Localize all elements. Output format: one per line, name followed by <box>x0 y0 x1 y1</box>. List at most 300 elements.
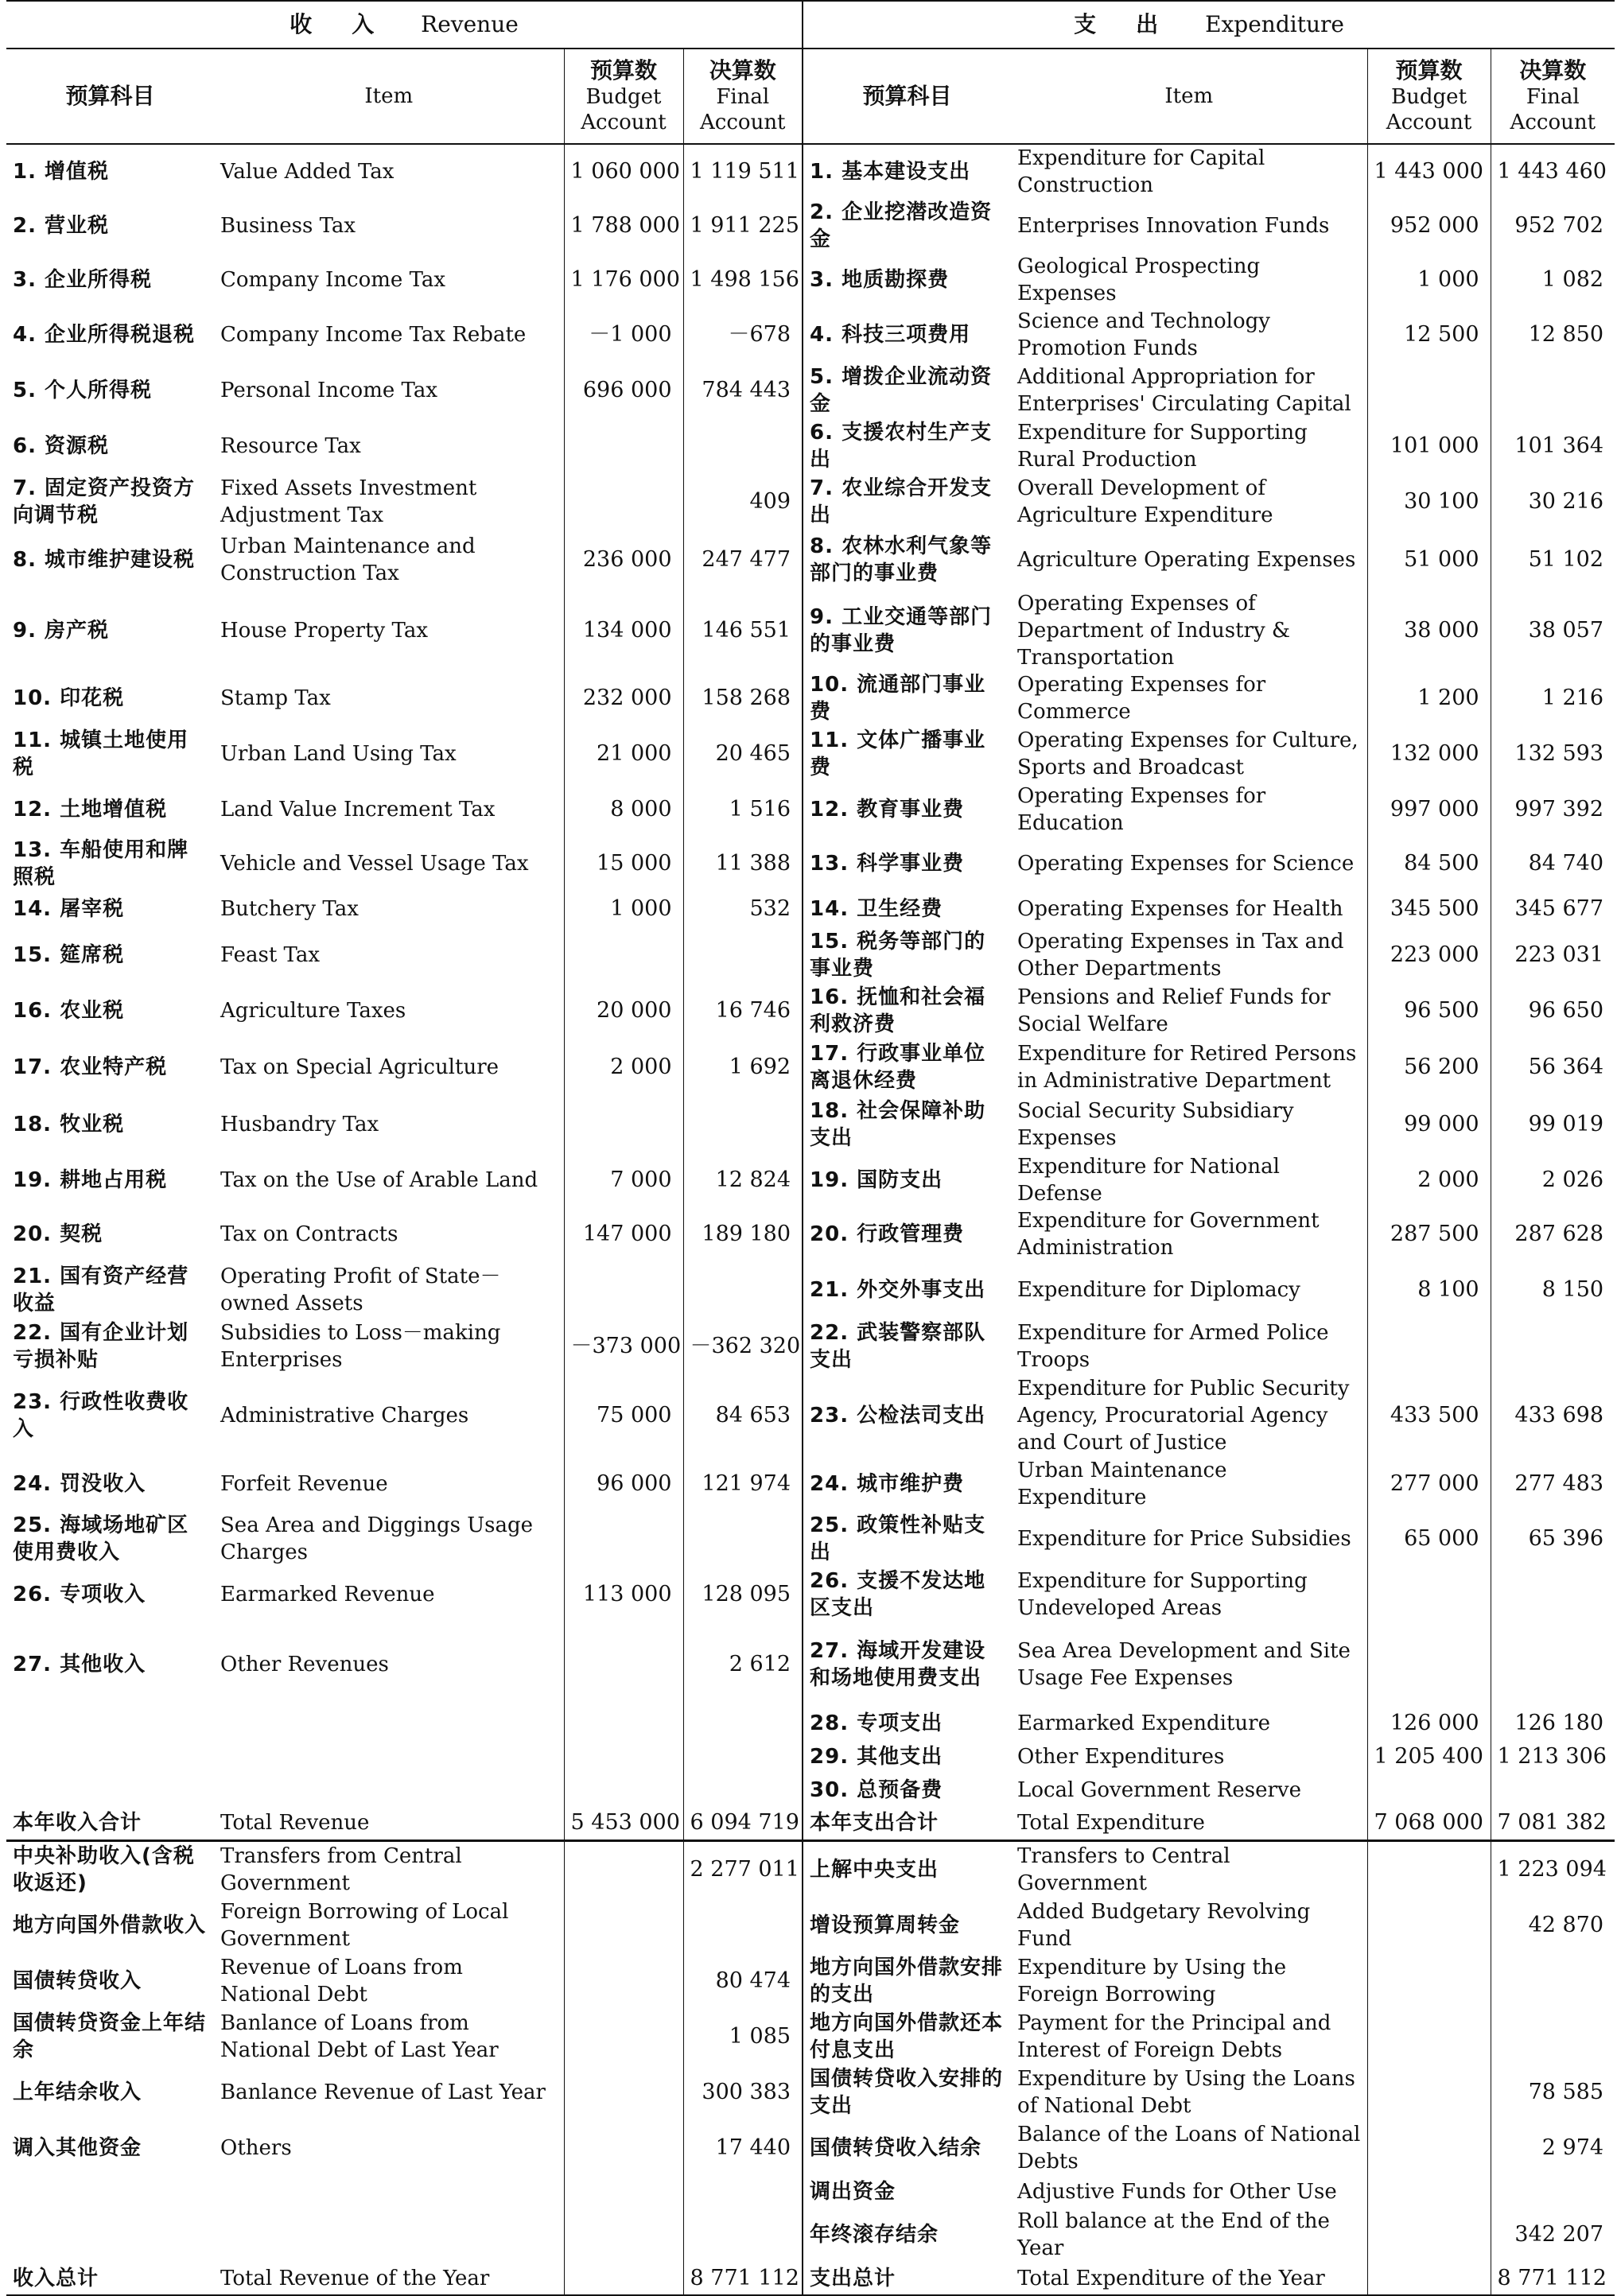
expenditure-subject: 22. 武装警察部队支出 <box>803 1319 1011 1374</box>
table-row <box>6 1740 1615 1773</box>
total-row <box>6 1807 1615 1840</box>
revenue-budget-value <box>564 1511 683 1567</box>
revenue-item: Urban Maintenance and Construction Tax <box>220 534 476 585</box>
revenue-final-value <box>683 1261 803 1319</box>
expenditure-budget-value <box>1367 2120 1491 2176</box>
revenue-budget-value: 7 000 <box>564 1153 683 1207</box>
revenue-item: Tax on Special Agriculture <box>220 1055 499 1079</box>
expenditure-budget-value <box>1367 1567 1491 1622</box>
revenue-final-value: 247 477 <box>683 530 803 590</box>
table-row <box>6 1840 1615 1898</box>
expenditure-subject: 3. 地质勘探费 <box>803 253 1011 307</box>
revenue-budget-value <box>564 1096 683 1153</box>
revenue-subject: 27. 其他收入 <box>13 1653 146 1676</box>
table-row <box>6 1622 1615 1707</box>
revenue-item: Tax on the Use of Arable Land <box>220 1168 538 1192</box>
table-row <box>6 1039 1615 1096</box>
expenditure-item: Total Expenditure of the Year <box>1011 2262 1367 2295</box>
table-row <box>6 1898 1615 1953</box>
expenditure-budget-value <box>1367 1773 1491 1807</box>
expenditure-item: Operating Expenses for Science <box>1017 852 1355 876</box>
revenue-item: House Property Tax <box>220 619 428 643</box>
expenditure-final-value: 342 207 <box>1491 2208 1615 2262</box>
expenditure-budget-value: 30 100 <box>1367 474 1491 530</box>
revenue-subject: 2. 营业税 <box>13 214 110 238</box>
expenditure-final-value: 952 702 <box>1491 199 1615 253</box>
expenditure-item: Operating Expenses of Department of Industry & Transportation <box>1017 592 1291 670</box>
revenue-final-value: 1 119 511 <box>683 144 803 199</box>
revenue-budget-value <box>564 1622 683 1707</box>
revenue-final-value <box>683 1773 803 1807</box>
expenditure-final-value: 65 396 <box>1491 1511 1615 1567</box>
revenue-item: Sea Area and Diggings Usage Charges <box>220 1513 534 1564</box>
revenue-final-value: 1 692 <box>683 1039 803 1096</box>
expenditure-item: Expenditure for Price Subsidies <box>1017 1527 1351 1551</box>
expenditure-final-value <box>1491 363 1615 418</box>
expenditure-budget-value: 8 100 <box>1367 1261 1491 1319</box>
expenditure-budget-value: 101 000 <box>1367 418 1491 474</box>
revenue-final-value: 20 465 <box>683 725 803 783</box>
revenue-item: Other Revenues <box>220 1653 389 1676</box>
expenditure-item: Overall Development of Agriculture Expenditure <box>1017 476 1273 527</box>
revenue-item <box>214 1740 564 1773</box>
revenue-budget-value: 96 000 <box>564 1457 683 1511</box>
expenditure-final-value <box>1491 2176 1615 2208</box>
revenue-item: Revenue of Loans from National Debt <box>220 1956 463 2007</box>
revenue-final-value: 158 268 <box>683 671 803 725</box>
expenditure-final-value: 38 057 <box>1491 590 1615 671</box>
expenditure-budget-value: 84 500 <box>1367 837 1491 891</box>
expenditure-item: Adjustive Funds for Other Use <box>1017 2180 1337 2204</box>
table-row <box>6 725 1615 783</box>
revenue-budget-value: 1 060 000 <box>564 144 683 199</box>
revenue-budget-value: －1 000 <box>564 307 683 363</box>
revenue-final-value: －678 <box>683 307 803 363</box>
grand-total-row <box>6 2262 1615 2295</box>
revenue-item: Company Income Tax Rebate <box>220 323 527 347</box>
expenditure-item: Earmarked Expenditure <box>1017 1711 1270 1735</box>
expenditure-item: Operating Expenses for Commerce <box>1017 673 1266 724</box>
revenue-budget-value: 236 000 <box>564 530 683 590</box>
expenditure-final-value: 287 628 <box>1491 1207 1615 1261</box>
revenue-final-value: 1 516 <box>683 783 803 837</box>
expenditure-budget-value <box>1367 2176 1491 2208</box>
table-row <box>6 1374 1615 1457</box>
expenditure-subject: 10. 流通部门事业费 <box>803 671 1011 725</box>
revenue-item: Fixed Assets Investment Adjustment Tax <box>220 476 477 527</box>
expenditure-subject: 30. 总预备费 <box>803 1773 1011 1807</box>
expenditure-budget-header: 预算数 Budget Account <box>1367 49 1491 144</box>
expenditure-budget-value: 1 200 <box>1367 671 1491 725</box>
expenditure-budget-value <box>1367 2208 1491 2262</box>
revenue-final-value: 1 911 225 <box>683 199 803 253</box>
expenditure-item: Additional Appropriation for Enterprises' Circulating Capital <box>1017 365 1351 416</box>
table-row <box>6 1153 1615 1207</box>
revenue-item: Vehicle and Vessel Usage Tax <box>220 852 529 876</box>
revenue-budget-value: 8 000 <box>564 783 683 837</box>
revenue-item: Tax on Contracts <box>220 1222 398 1246</box>
expenditure-item: Local Government Reserve <box>1017 1778 1301 1802</box>
revenue-budget-value: 15 000 <box>564 837 683 891</box>
expenditure-item: Expenditure for Capital Construction <box>1017 146 1265 197</box>
revenue-final-value: 1 498 156 <box>683 253 803 307</box>
revenue-item: Subsidies to Loss－making Enterprises <box>220 1321 501 1372</box>
revenue-budget-value <box>564 1740 683 1773</box>
revenue-final-value <box>683 418 803 474</box>
expenditure-final-value: 1 216 <box>1491 671 1615 725</box>
revenue-final-value: 189 180 <box>683 1207 803 1261</box>
table-row <box>6 1511 1615 1567</box>
revenue-subject: 收入总计 <box>6 2262 214 2295</box>
expenditure-subject: 24. 城市维护费 <box>803 1457 1011 1511</box>
expenditure-final-value: 99 019 <box>1491 1096 1615 1153</box>
revenue-budget-value: 147 000 <box>564 1207 683 1261</box>
expenditure-final-value <box>1491 2009 1615 2065</box>
revenue-subject: 11. 城镇土地使用税 <box>13 728 189 779</box>
revenue-item: Stamp Tax <box>220 686 331 710</box>
expenditure-subject: 23. 公检法司支出 <box>803 1374 1011 1457</box>
expenditure-budget-value: 38 000 <box>1367 590 1491 671</box>
expenditure-budget-value <box>1367 1319 1491 1374</box>
revenue-final-value: 11 388 <box>683 837 803 891</box>
expenditure-budget-value <box>1367 1953 1491 2009</box>
expenditure-final-value <box>1491 1622 1615 1707</box>
lower-rows <box>6 1840 1615 2295</box>
expenditure-budget-value: 7 068 000 <box>1367 1807 1491 1840</box>
expenditure-subject: 27. 海域开发建设和场地使用费支出 <box>803 1622 1011 1707</box>
expenditure-final-value: 8 771 112 <box>1491 2262 1615 2295</box>
expenditure-final-value: 1 213 306 <box>1491 1740 1615 1773</box>
revenue-subject: 4. 企业所得税退税 <box>13 323 196 347</box>
revenue-subject: 6. 资源税 <box>13 434 110 458</box>
expenditure-budget-value: 952 000 <box>1367 199 1491 253</box>
table-row <box>6 1096 1615 1153</box>
revenue-item: Value Added Tax <box>220 160 395 184</box>
revenue-subject: 15. 筵席税 <box>13 943 125 967</box>
revenue-subject: 8. 城市维护建设税 <box>13 548 196 572</box>
table-row <box>6 1567 1615 1622</box>
revenue-item: Foreign Borrowing of Local Government <box>220 1900 509 1951</box>
expenditure-item: Roll balance at the End of the Year <box>1017 2209 1330 2260</box>
revenue-final-value: 128 095 <box>683 1567 803 1622</box>
revenue-item: Banlance Revenue of Last Year <box>220 2080 546 2104</box>
revenue-budget-value <box>564 2065 683 2120</box>
expenditure-budget-value <box>1367 1840 1491 1898</box>
revenue-final-value: 146 551 <box>683 590 803 671</box>
expenditure-item: Other Expenditures <box>1017 1745 1225 1769</box>
expenditure-subject: 16. 抚恤和社会福利救济费 <box>803 983 1011 1039</box>
table-row <box>6 2120 1615 2176</box>
expenditure-final-value <box>1491 1567 1615 1622</box>
revenue-budget-value <box>564 2262 683 2295</box>
expenditure-budget-value: 96 500 <box>1367 983 1491 1039</box>
expenditure-subject: 4. 科技三项费用 <box>803 307 1011 363</box>
revenue-budget-value <box>564 1840 683 1898</box>
table-row <box>6 1953 1615 2009</box>
expenditure-subject: 国债转贷收入安排的支出 <box>803 2065 1011 2120</box>
expenditure-item: Urban Maintenance Expenditure <box>1017 1459 1227 1509</box>
expenditure-subject: 地方向国外借款还本付息支出 <box>803 2009 1011 2065</box>
revenue-item <box>214 1773 564 1807</box>
revenue-item <box>214 2176 564 2208</box>
revenue-final-value: 121 974 <box>683 1457 803 1511</box>
budget-table-sheet <box>6 0 1615 2296</box>
revenue-budget-value: 1 788 000 <box>564 199 683 253</box>
expenditure-subject: 18. 社会保障补助支出 <box>803 1096 1011 1153</box>
revenue-subject: 本年收入合计 <box>6 1807 214 1840</box>
expenditure-item: Sea Area Development and Site Usage Fee Expenses <box>1017 1639 1351 1690</box>
revenue-subject: 5. 个人所得税 <box>13 379 153 402</box>
expenditure-final-value: 51 102 <box>1491 530 1615 590</box>
revenue-final-value: 6 094 719 <box>683 1807 803 1840</box>
revenue-subject: 13. 车船使用和牌照税 <box>13 838 189 889</box>
expenditure-final-value <box>1491 1953 1615 2009</box>
budget-table <box>6 0 1615 2296</box>
revenue-budget-value: 232 000 <box>564 671 683 725</box>
expenditure-subject: 12. 教育事业费 <box>803 783 1011 837</box>
revenue-final-value <box>683 1707 803 1740</box>
revenue-item: Administrative Charges <box>220 1404 469 1428</box>
expenditure-budget-value: 1 443 000 <box>1367 144 1491 199</box>
revenue-final-value: 532 <box>683 891 803 927</box>
expenditure-final-value <box>1491 1773 1615 1807</box>
revenue-item: Others <box>220 2136 292 2160</box>
expenditure-budget-value: 12 500 <box>1367 307 1491 363</box>
expenditure-final-value: 277 483 <box>1491 1457 1615 1511</box>
expenditure-item: Expenditure for Government Administration <box>1017 1209 1320 1260</box>
revenue-subject <box>6 2208 214 2262</box>
table-row <box>6 1319 1615 1374</box>
table-row <box>6 307 1615 363</box>
table-row <box>6 1707 1615 1740</box>
expenditure-budget-value <box>1367 2009 1491 2065</box>
revenue-budget-value: 5 453 000 <box>564 1807 683 1840</box>
expenditure-item: Social Security Subsidiary Expenses <box>1017 1099 1294 1150</box>
revenue-final-value <box>683 2176 803 2208</box>
revenue-budget-value <box>564 2176 683 2208</box>
table-row <box>6 1773 1615 1807</box>
expenditure-budget-value <box>1367 363 1491 418</box>
revenue-final-value <box>683 1898 803 1953</box>
expenditure-final-value: 84 740 <box>1491 837 1615 891</box>
expenditure-item: Operating Expenses for Education <box>1017 784 1266 835</box>
revenue-item: Business Tax <box>220 214 356 238</box>
revenue-item: Earmarked Revenue <box>220 1583 435 1606</box>
expenditure-item: Balance of the Loans of National Debts <box>1017 2123 1361 2174</box>
revenue-item: Banlance of Loans from National Debt of Last Year <box>220 2011 499 2062</box>
revenue-budget-header: 预算数 Budget Account <box>564 49 683 144</box>
expenditure-budget-value: 2 000 <box>1367 1153 1491 1207</box>
revenue-subject: 21. 国有资产经营收益 <box>13 1265 189 1315</box>
table-row <box>6 1207 1615 1261</box>
revenue-subject: 17. 农业特产税 <box>13 1055 168 1079</box>
revenue-subject: 10. 印花税 <box>13 686 125 710</box>
table-row <box>6 837 1615 891</box>
expenditure-final-value: 1 443 460 <box>1491 144 1615 199</box>
expenditure-final-value: 223 031 <box>1491 927 1615 983</box>
table-row <box>6 2208 1615 2262</box>
revenue-final-value <box>683 1740 803 1773</box>
expenditure-budget-value: 51 000 <box>1367 530 1491 590</box>
expenditure-item: Operating Expenses for Culture, Sports and Broadcast <box>1017 728 1359 779</box>
revenue-item: Urban Land Using Tax <box>220 742 457 766</box>
table-row <box>6 144 1615 199</box>
expenditure-budget-value <box>1367 2262 1491 2295</box>
revenue-subject: 1. 增值税 <box>13 160 110 184</box>
table-row <box>6 530 1615 590</box>
expenditure-subject: 增设预算周转金 <box>803 1898 1011 1953</box>
revenue-section-header <box>6 1 803 49</box>
expenditure-subject: 国债转贷收入结余 <box>803 2120 1011 2176</box>
expenditure-final-header: 决算数 Final Account <box>1491 49 1615 144</box>
revenue-budget-value: －373 000 <box>564 1319 683 1374</box>
expenditure-final-value: 132 593 <box>1491 725 1615 783</box>
expenditure-final-value: 101 364 <box>1491 418 1615 474</box>
revenue-subject: 国债转贷资金上年结余 <box>13 2011 207 2062</box>
table-row <box>6 474 1615 530</box>
expenditure-item: Added Budgetary Revolving Fund <box>1017 1900 1311 1951</box>
expenditure-budget-value: 287 500 <box>1367 1207 1491 1261</box>
column-header-row <box>6 49 1615 144</box>
expenditure-final-value: 96 650 <box>1491 983 1615 1039</box>
table-row <box>6 253 1615 307</box>
table-row <box>6 418 1615 474</box>
expenditure-final-value: 2 026 <box>1491 1153 1615 1207</box>
expenditure-subject: 2. 企业挖潜改造资金 <box>803 199 1011 253</box>
expenditure-final-value: 345 677 <box>1491 891 1615 927</box>
expenditure-subject: 13. 科学事业费 <box>803 837 1011 891</box>
revenue-budget-value <box>564 418 683 474</box>
revenue-item <box>214 1707 564 1740</box>
revenue-budget-value: 20 000 <box>564 983 683 1039</box>
expenditure-subject: 26. 支援不发达地区支出 <box>803 1567 1011 1622</box>
expenditure-final-value: 30 216 <box>1491 474 1615 530</box>
expenditure-subject: 11. 文体广播事业费 <box>803 725 1011 783</box>
table-row <box>6 2176 1615 2208</box>
expenditure-budget-value: 223 000 <box>1367 927 1491 983</box>
revenue-subject-header: 预算科目 <box>6 49 214 144</box>
revenue-item <box>214 2208 564 2262</box>
expenditure-subject: 21. 外交外事支出 <box>803 1261 1011 1319</box>
expenditure-item: Expenditure for Supporting Rural Production <box>1017 421 1308 472</box>
revenue-budget-value: 1 176 000 <box>564 253 683 307</box>
revenue-budget-value: 113 000 <box>564 1567 683 1622</box>
expenditure-subject: 本年支出合计 <box>803 1807 1011 1840</box>
revenue-final-value: 409 <box>683 474 803 530</box>
table-row <box>6 1261 1615 1319</box>
revenue-final-value: 12 824 <box>683 1153 803 1207</box>
expenditure-item: Enterprises Innovation Funds <box>1017 214 1330 238</box>
revenue-item-header: Item <box>214 49 564 144</box>
revenue-budget-value: 21 000 <box>564 725 683 783</box>
expenditure-budget-value: 1 000 <box>1367 253 1491 307</box>
table-row <box>6 891 1615 927</box>
revenue-budget-value <box>564 2009 683 2065</box>
revenue-final-header: 决算数 Final Account <box>683 49 803 144</box>
revenue-item: Butchery Tax <box>220 897 359 921</box>
expenditure-subject: 9. 工业交通等部门的事业费 <box>803 590 1011 671</box>
expenditure-budget-value: 997 000 <box>1367 783 1491 837</box>
main-rows <box>6 144 1615 1840</box>
expenditure-budget-value: 345 500 <box>1367 891 1491 927</box>
expenditure-item: Expenditure for Armed Police Troops <box>1017 1321 1329 1372</box>
expenditure-subject: 上解中央支出 <box>803 1840 1011 1898</box>
table-row <box>6 2065 1615 2120</box>
expenditure-budget-value: 65 000 <box>1367 1511 1491 1567</box>
revenue-item: Husbandry Tax <box>220 1113 379 1136</box>
revenue-subject: 23. 行政性收费收入 <box>13 1390 189 1441</box>
expenditure-item: Expenditure for Supporting Undeveloped Areas <box>1017 1569 1308 1620</box>
expenditure-subject-header: 预算科目 <box>803 49 1011 144</box>
revenue-budget-value: 696 000 <box>564 363 683 418</box>
revenue-subject: 7. 固定资产投资方向调节税 <box>13 476 196 527</box>
revenue-final-value: 300 383 <box>683 2065 803 2120</box>
expenditure-item: Transfers to Central Government <box>1017 1843 1230 1895</box>
revenue-subject: 20. 契税 <box>13 1222 103 1246</box>
revenue-budget-value <box>564 2120 683 2176</box>
expenditure-budget-value: 1 205 400 <box>1367 1740 1491 1773</box>
expenditure-budget-value: 56 200 <box>1367 1039 1491 1096</box>
revenue-final-value: 16 746 <box>683 983 803 1039</box>
expenditure-budget-value <box>1367 1622 1491 1707</box>
expenditure-subject: 14. 卫生经费 <box>803 891 1011 927</box>
expenditure-final-value: 7 081 382 <box>1491 1807 1615 1840</box>
expenditure-subject: 8. 农林水利气象等部门的事业费 <box>803 530 1011 590</box>
revenue-item: Company Income Tax <box>220 268 446 292</box>
revenue-subject <box>6 1773 214 1807</box>
revenue-final-value <box>683 2208 803 2262</box>
expenditure-subject: 29. 其他支出 <box>803 1740 1011 1773</box>
revenue-subject: 9. 房产税 <box>13 619 110 643</box>
table-row <box>6 590 1615 671</box>
expenditure-subject: 20. 行政管理费 <box>803 1207 1011 1261</box>
expenditure-item: Expenditure by Using the Loans of National Debt <box>1017 2067 1355 2118</box>
expenditure-item: Expenditure for Public Security Agency, Procuratorial Agency and Court of Justice <box>1017 1377 1350 1455</box>
expenditure-item: Agriculture Operating Expenses <box>1017 548 1356 572</box>
expenditure-final-value: 78 585 <box>1491 2065 1615 2120</box>
revenue-budget-value: 2 000 <box>564 1039 683 1096</box>
expenditure-final-value: 126 180 <box>1491 1707 1615 1740</box>
expenditure-item: Pensions and Relief Funds for Social Welfare <box>1017 985 1331 1036</box>
expenditure-final-value: 997 392 <box>1491 783 1615 837</box>
expenditure-final-value: 433 698 <box>1491 1374 1615 1457</box>
expenditure-final-value: 2 974 <box>1491 2120 1615 2176</box>
revenue-subject: 16. 农业税 <box>13 999 125 1023</box>
expenditure-section-header <box>803 1 1615 49</box>
expenditure-subject: 年终滚存结余 <box>803 2208 1011 2262</box>
revenue-final-value: 84 653 <box>683 1374 803 1457</box>
section-header-row <box>6 1 1615 49</box>
revenue-final-value: 1 085 <box>683 2009 803 2065</box>
revenue-item: Personal Income Tax <box>220 379 437 402</box>
revenue-budget-value: 1 000 <box>564 891 683 927</box>
revenue-budget-value <box>564 2208 683 2262</box>
revenue-final-value: －362 320 <box>683 1319 803 1374</box>
expenditure-final-value: 56 364 <box>1491 1039 1615 1096</box>
revenue-subject: 3. 企业所得税 <box>13 268 153 292</box>
revenue-final-value <box>683 927 803 983</box>
expenditure-item: Operating Expenses in Tax and Other Departments <box>1017 930 1344 981</box>
revenue-subject: 24. 罚没收入 <box>13 1472 146 1496</box>
expenditure-budget-value: 132 000 <box>1367 725 1491 783</box>
revenue-item: Agriculture Taxes <box>220 999 406 1023</box>
revenue-budget-value <box>564 1898 683 1953</box>
revenue-item: Forfeit Revenue <box>220 1472 388 1496</box>
revenue-subject <box>6 1707 214 1740</box>
revenue-budget-value <box>564 927 683 983</box>
table-row <box>6 983 1615 1039</box>
revenue-final-value <box>683 1096 803 1153</box>
